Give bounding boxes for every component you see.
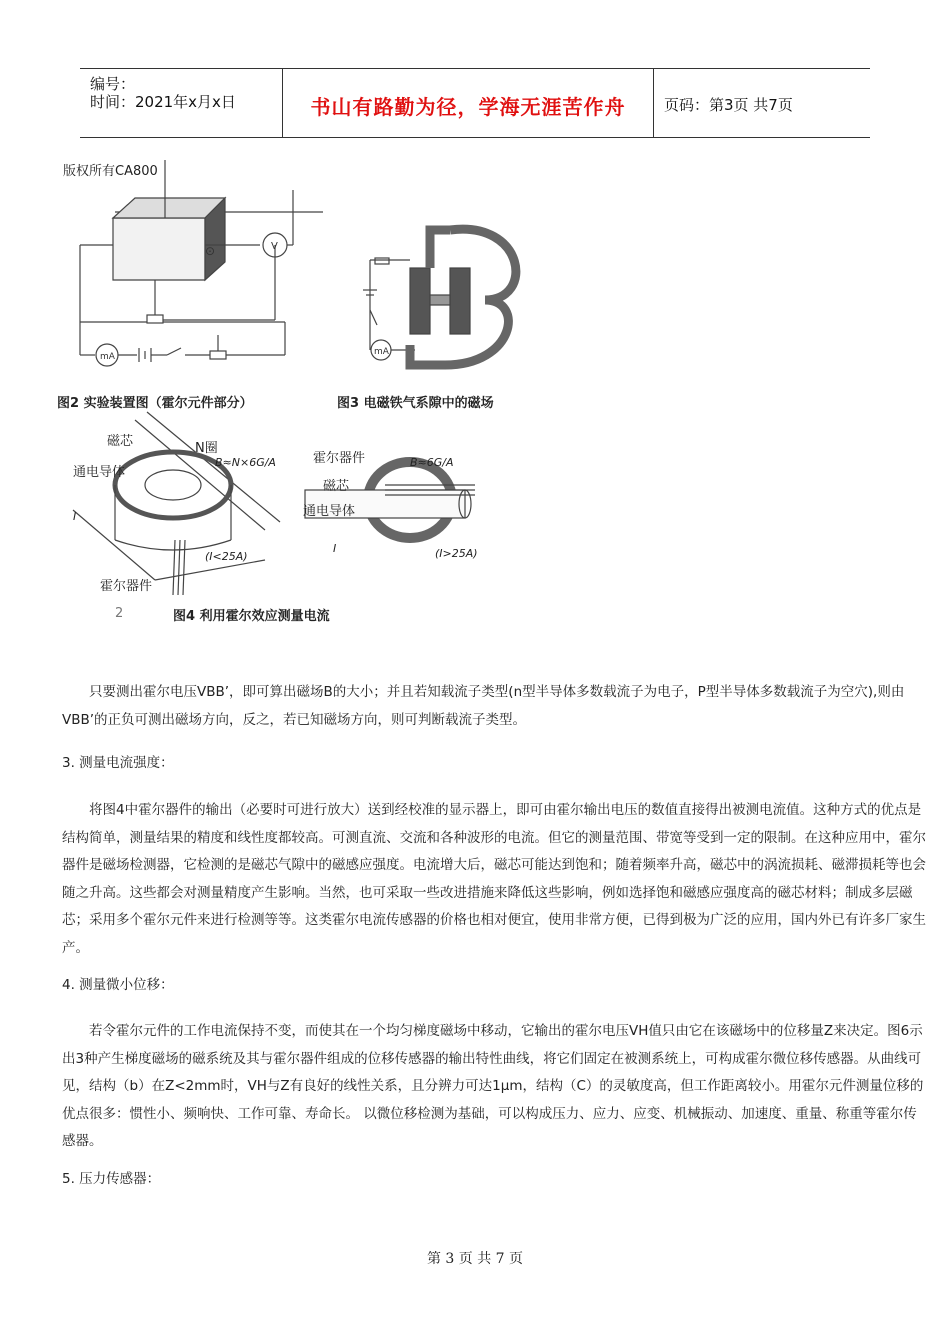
figure-area (55, 150, 555, 630)
page-footer: 第 3 页 共 7 页 (426, 1251, 524, 1267)
label-b-left: B≈N×6G/A (215, 456, 276, 469)
label-hall-left: 霍尔器件 (100, 579, 153, 594)
heading-5: 5. 压力传感器： (62, 1171, 161, 1187)
header-meta-cell (80, 69, 283, 137)
document-header (80, 68, 870, 138)
paragraph-3: 若令霍尔元件的工作电流保持不变，而使其在一个均匀梯度磁场中移动，它输出的霍尔电压VH值只由它在该磁场中的位移量Z来决定。图6示出3种产生梯度磁场的磁系统及其与霍尔器件组成的位移传感器的输出特性曲线，将它们固定在被测系统上，可构成霍尔微位移传感器。从曲线可见，结构（b）在Z<2mm时，VH与Z有良好的线性关系，且分辨力可达1μm，结构（C）的灵敏度高，但工作距离较小。用霍尔元件测量位移的优点很多：惯性小、频响快、工作可靠、寿命长。 以微位移检测为基础，可以构成压力、应力、应变、机械振动、加速度、重量、称重等霍尔传感器。 (62, 1023, 924, 1149)
fig4-caption: 图4 利用霍尔效应测量电流 (173, 609, 330, 624)
svg-text:⊙: ⊙ (205, 244, 216, 258)
label-i-right: I (333, 542, 337, 555)
number-label: 编号： (90, 75, 136, 93)
heading-3: 3. 测量电流强度： (62, 755, 174, 771)
label-i-large: (I>25A) (435, 547, 478, 560)
label-core-right: 磁芯 (323, 479, 350, 494)
figure-watermark: 版权所有CA800 (63, 164, 158, 179)
fig3-caption: 图3 电磁铁气系隙中的磁场 (337, 396, 494, 411)
label-i-small: (I<25A) (205, 550, 248, 563)
heading-4: 4. 测量微小位移： (62, 977, 174, 993)
svg-text:mA: mA (374, 347, 389, 357)
label-b-right: B≈6G/A (410, 456, 454, 469)
svg-text:mA: mA (100, 352, 115, 362)
header-motto-cell (283, 69, 654, 137)
label-hall-right: 霍尔器件 (313, 451, 366, 466)
fig4-number: 2 (115, 606, 124, 621)
page-label: 页码：第3页 共7页 (664, 96, 793, 114)
label-conductor-left: 通电导体 (73, 465, 126, 480)
motto: 书山有路勤为径，学海无涯苦作舟 (310, 95, 626, 119)
header-page-cell (654, 69, 870, 137)
fig2-caption: 图2 实验装置图（霍尔元件部分） (57, 396, 253, 411)
paragraph-2: 将图4中霍尔器件的输出（必要时可进行放大）送到经校准的显示器上，即可由霍尔输出电压的数值直接得出被测电流值。这种方式的优点是结构简单，测量结果的精度和线性度都较高。可测直流、交流和各种波形的电流。但它的测量范围、带宽等受到一定的限制。在这种应用中，霍尔器件是磁场检测器，它检测的是磁芯气隙中的磁感应强度。电流增大后，磁芯可能达到饱和；随着频率升高，磁芯中的涡流损耗、磁滞损耗等也会随之升高。这些都会对测量精度产生影响。当然，也可采取一些改进措施来降低这些影响，例如选择饱和磁感应强度高的磁芯材料；制成多层磁芯；采用多个霍尔元件来进行检测等等。这类霍尔电流传感器的价格也相对便宜，使用非常方便，已得到极为广泛的应用，国内外已有许多厂家生产。 (62, 802, 926, 956)
label-core-left: 磁芯 (107, 434, 134, 449)
label-n-turns: N圈 (195, 441, 218, 456)
date-label: 时间：2021年x月x日 (90, 93, 236, 111)
paragraph-1: 只要测出霍尔电压VBB’，即可算出磁场B的大小；并且若知载流子类型(n型半导体多数载流子为电子，P型半导体多数载流子为空穴),则由VBB’的正负可测出磁场方向，反之，若已知磁场方向，则可判断载流子类型。 (62, 684, 905, 728)
figure-drawings (55, 150, 555, 630)
svg-text:V: V (271, 241, 278, 252)
label-i-left: I (73, 510, 77, 523)
label-conductor-right: 通电导体 (303, 504, 356, 519)
